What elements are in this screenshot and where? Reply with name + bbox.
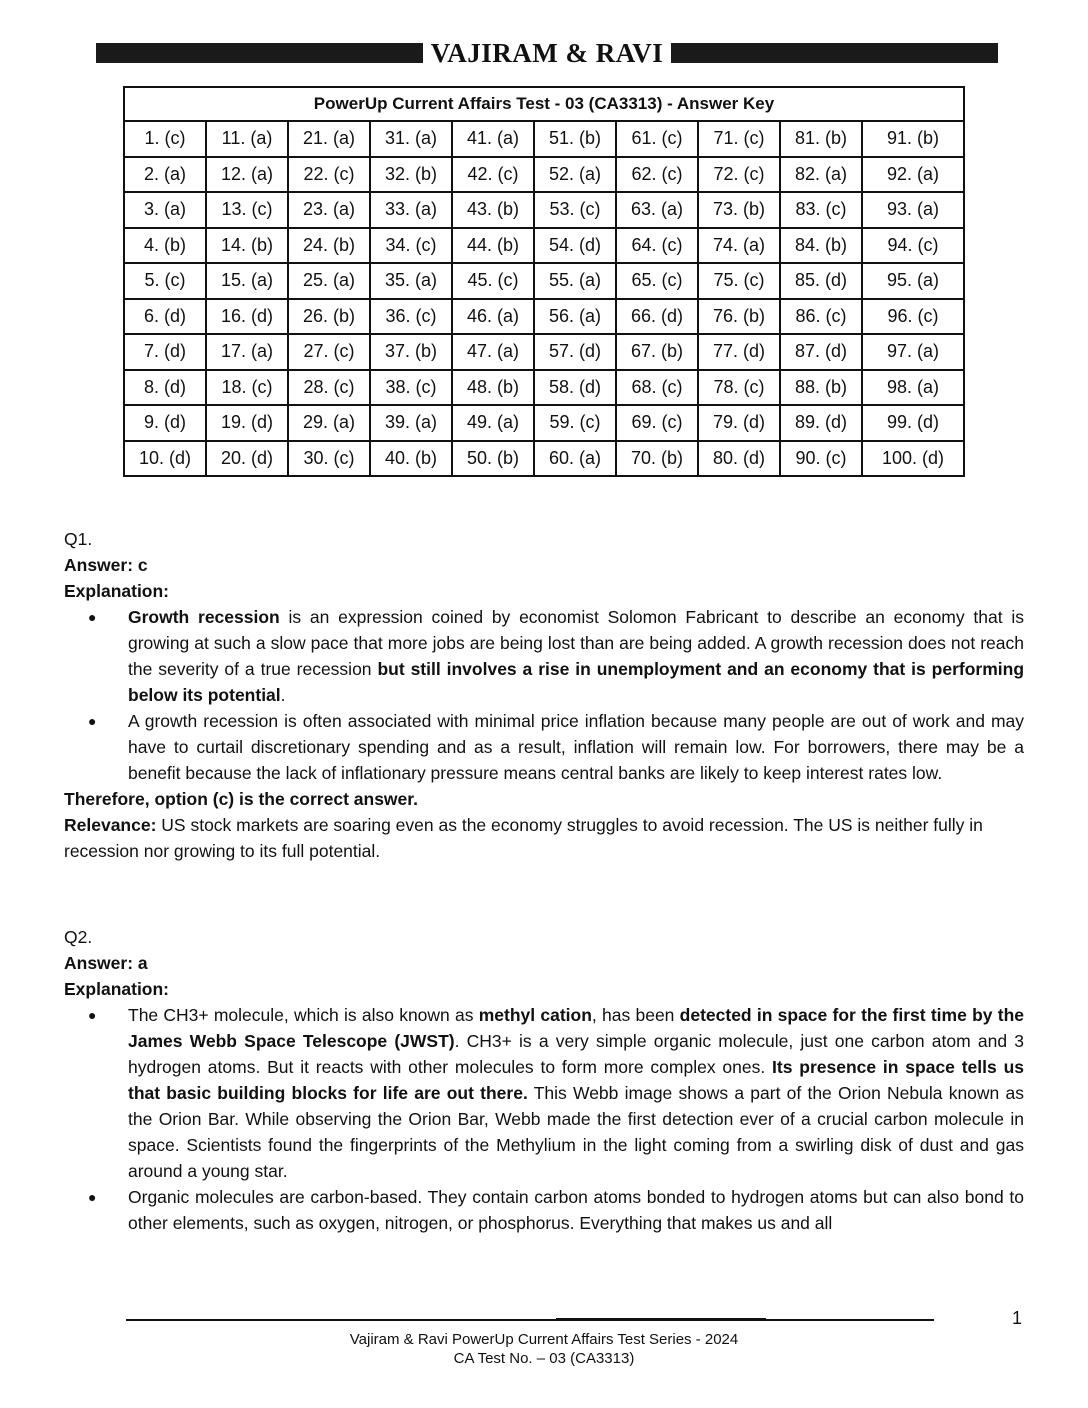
answer-cell: 35. (a) [370,263,452,299]
answer-cell: 10. (d) [124,441,206,477]
answer-cell: 34. (c) [370,228,452,264]
table-row [124,334,964,370]
answer-cell: 15. (a) [206,263,288,299]
table-row [124,263,964,299]
answer-cell: 1. (c) [124,121,206,157]
answer-key-table [123,86,965,477]
answer-cell: 18. (c) [206,370,288,406]
answer-cell: 32. (b) [370,157,452,193]
answer-cell: 4. (b) [124,228,206,264]
answer-cell: 28. (c) [288,370,370,406]
question-1 [64,526,1024,864]
answer-cell: 25. (a) [288,263,370,299]
answer-cell: 88. (b) [780,370,862,406]
question-number: Q2. [64,927,93,947]
answer-cell: 30. (c) [288,441,370,477]
answer-cell: 26. (b) [288,299,370,335]
table-row [124,157,964,193]
answer-cell: 22. (c) [288,157,370,193]
footer-test-no: CA Test No. – 03 (CA3313) [453,1350,635,1367]
table-row [124,121,964,157]
answer-cell: 50. (b) [452,441,534,477]
answer-cell: 5. (c) [124,263,206,299]
answer-cell: 95. (a) [862,263,964,299]
answer-cell: 45. (c) [452,263,534,299]
answer-cell: 23. (a) [288,192,370,228]
answer-cell: 94. (c) [862,228,964,264]
answer-cell: 83. (c) [780,192,862,228]
answer-cell: 41. (a) [452,121,534,157]
answer-cell: 65. (c) [616,263,698,299]
bullet-item: ● A growth recession is often associated with minimal price inflation because many people are out of work and may have to curtail discretionary spending and as a result, inflation will remain low. For borrowers, there may be a benefit because the lack of inflationary pressure means central banks are likely to keep interest rates low. [128,708,1024,786]
answer-cell: 90. (c) [780,441,862,477]
answer-cell: 72. (c) [698,157,780,193]
answer-cell: 42. (c) [452,157,534,193]
answer-cell: 78. (c) [698,370,780,406]
header-bar-left [96,43,423,63]
answer-cell: 85. (d) [780,263,862,299]
answer-cell: 81. (b) [780,121,862,157]
answer-cell: 7. (d) [124,334,206,370]
answer-cell: 36. (c) [370,299,452,335]
question-2 [64,924,1024,1236]
answer-cell: 49. (a) [452,405,534,441]
answer-cell: 62. (c) [616,157,698,193]
answer-cell: 56. (a) [534,299,616,335]
explanation-label: Explanation: [64,979,170,999]
answer-cell: 80. (d) [698,441,780,477]
answer-cell: 53. (c) [534,192,616,228]
answer-cell: 16. (d) [206,299,288,335]
answer-cell: 52. (a) [534,157,616,193]
answer-cell: 87. (d) [780,334,862,370]
relevance: Relevance: US stock markets are soaring even as the economy struggles to avoid recession. The US is neither fully in recession nor growing to its full potential. [64,815,983,861]
table-row [124,370,964,406]
answer-cell: 17. (a) [206,334,288,370]
answer-cell: 76. (b) [698,299,780,335]
answer-cell: 54. (d) [534,228,616,264]
answer-cell: 31. (a) [370,121,452,157]
brand-title: VAJIRAM & RAVI [430,38,664,68]
answer-cell: 20. (d) [206,441,288,477]
answer-cell: 74. (a) [698,228,780,264]
answer-cell: 11. (a) [206,121,288,157]
answer-cell: 55. (a) [534,263,616,299]
answer-key-body [124,121,964,476]
answer-cell: 21. (a) [288,121,370,157]
answer-cell: 63. (a) [616,192,698,228]
bullet-item: ● Growth recession is an expression coined by economist Solomon Fabricant to describe an economy that is growing at such a slow pace that more jobs are being lost than are being added. A growth recession does not reach the severity of a true recession but still involves a rise in unemployment and an economy that is performing below its potential. [128,604,1024,708]
question-number: Q1. [64,529,93,549]
answer-cell: 100. (d) [862,441,964,477]
answer-cell: 38. (c) [370,370,452,406]
explanations [64,526,1024,1296]
footer-rule-accent [556,1318,766,1321]
answer-cell: 2. (a) [124,157,206,193]
answer-cell: 70. (b) [616,441,698,477]
footer-series: Vajiram & Ravi PowerUp Current Affairs Test Series - 2024 [349,1331,739,1348]
page-number: 1 [1012,1308,1023,1328]
answer-cell: 46. (a) [452,299,534,335]
answer-line: Answer: c [64,555,148,575]
answer-cell: 9. (d) [124,405,206,441]
answer-cell: 24. (b) [288,228,370,264]
answer-cell: 84. (b) [780,228,862,264]
answer-cell: 14. (b) [206,228,288,264]
answer-cell: 82. (a) [780,157,862,193]
header-bar-right [671,43,998,63]
answer-key-title: PowerUp Current Affairs Test - 03 (CA3313) - Answer Key [124,87,964,121]
bullet-item: ● Organic molecules are carbon-based. They contain carbon atoms bonded to hydrogen atoms but can also bond to other elements, such as oxygen, nitrogen, or phosphorus. Everything that makes us and all [128,1184,1024,1236]
page-footer [0,1330,1088,1368]
answer-cell: 60. (a) [534,441,616,477]
answer-cell: 48. (b) [452,370,534,406]
answer-cell: 19. (d) [206,405,288,441]
answer-cell: 8. (d) [124,370,206,406]
answer-cell: 59. (c) [534,405,616,441]
footer-rule [126,1319,934,1321]
answer-cell: 61. (c) [616,121,698,157]
answer-line: Answer: a [64,953,148,973]
answer-cell: 97. (a) [862,334,964,370]
answer-cell: 12. (a) [206,157,288,193]
explanation-list [64,604,1024,786]
table-row [124,299,964,335]
answer-cell: 91. (b) [862,121,964,157]
answer-cell: 98. (a) [862,370,964,406]
answer-cell: 99. (d) [862,405,964,441]
answer-cell: 44. (b) [452,228,534,264]
answer-cell: 43. (b) [452,192,534,228]
answer-cell: 27. (c) [288,334,370,370]
answer-cell: 77. (d) [698,334,780,370]
bullet-item: ● The CH3+ molecule, which is also known as methyl cation, has been detected in space for the first time by the James Webb Space Telescope (JWST). CH3+ is a very simple organic molecule, just one carbon atom and 3 hydrogen atoms. But it reacts with other molecules to form more complex ones. Its presence in space tells us that basic building blocks for life are out there. This Webb image shows a part of the Orion Nebula known as the Orion Bar. While observing the Orion Bar, Webb made the first detection ever of a crucial carbon molecule in space. Scientists found the fingerprints of the Methylium in the light coming from a swirling disk of dust and gas around a young star. [128,1002,1024,1184]
answer-cell: 57. (d) [534,334,616,370]
answer-cell: 86. (c) [780,299,862,335]
table-row [124,228,964,264]
answer-cell: 93. (a) [862,192,964,228]
page-header [96,40,998,66]
answer-cell: 96. (c) [862,299,964,335]
answer-cell: 33. (a) [370,192,452,228]
answer-cell: 75. (c) [698,263,780,299]
answer-cell: 47. (a) [452,334,534,370]
answer-cell: 73. (b) [698,192,780,228]
answer-cell: 13. (c) [206,192,288,228]
answer-cell: 58. (d) [534,370,616,406]
explanation-list [64,1002,1024,1236]
answer-cell: 89. (d) [780,405,862,441]
answer-cell: 68. (c) [616,370,698,406]
answer-cell: 37. (b) [370,334,452,370]
answer-cell: 69. (c) [616,405,698,441]
answer-cell: 66. (d) [616,299,698,335]
answer-cell: 92. (a) [862,157,964,193]
table-row [124,441,964,477]
answer-cell: 51. (b) [534,121,616,157]
answer-cell: 64. (c) [616,228,698,264]
answer-cell: 71. (c) [698,121,780,157]
answer-cell: 29. (a) [288,405,370,441]
answer-cell: 79. (d) [698,405,780,441]
table-row [124,405,964,441]
conclusion: Therefore, option (c) is the correct answer. [64,789,418,809]
explanation-label: Explanation: [64,581,170,601]
answer-cell: 67. (b) [616,334,698,370]
answer-cell: 40. (b) [370,441,452,477]
answer-cell: 3. (a) [124,192,206,228]
answer-cell: 39. (a) [370,405,452,441]
table-row [124,192,964,228]
answer-cell: 6. (d) [124,299,206,335]
